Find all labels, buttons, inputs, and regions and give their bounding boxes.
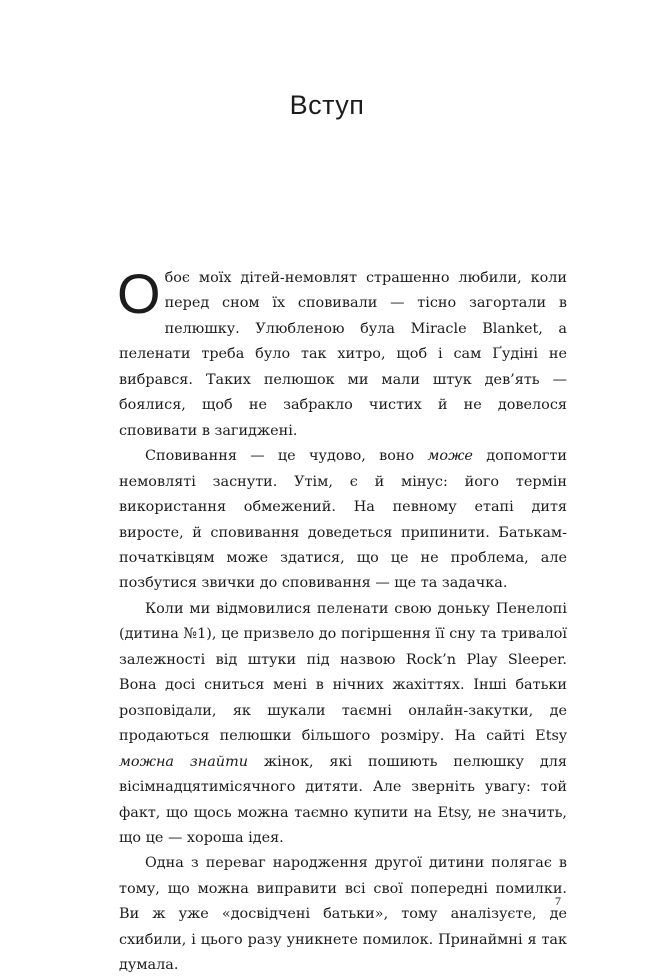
paragraph-3-before: Коли ми відмовилися пеленати свою доньку Пенелопі (дитина №1), це призвело до погіршення її сну та тривалої залежності від штуки під назвою Rock’n Play Sleeper. Вона досі сниться мені в нічних жахіттях. Інші батьки розповідали, як шукали таємні онлайн-закутки, де продаються пелюшки більшого розміру. На сайті Etsy (119, 600, 567, 745)
paragraph-1-text: боє моїх дітей-немовлят страшенно любили, коли перед сном їх сповивали — тісно загортали в пелюшку. Улюбленою була Miracle Blanket, а пеленати треба було так хитро, щоб і сам Ґудіні не вибрався. Таких пелюшок ми мали штук дев’ять — боялися, щоб не забракло чистих й не довелося сповивати в загиджені. (119, 270, 567, 439)
drop-cap: О (117, 262, 161, 325)
paragraph-4 (119, 851, 567, 978)
page-number: 7 (555, 894, 561, 908)
paragraph-1 (117, 262, 567, 444)
paragraph-3-after: жінок, які пошиють пелюшку для вісімнадцятимісячного дитяти. Але зверніть увагу: той факт, що щось можна таємно купити на Etsy, не значить, що це — хороша ідея. (119, 753, 567, 846)
paragraph-3 (119, 597, 567, 852)
paragraph-4-text: Одна з переваг народження другої дитини полягає в тому, що можна виправити всі свої попередні помилки. Ви ж уже «досвідчені батьки», тому аналізуєте, де схибили, і цього разу уникнете помилок. Принаймні я так думала. (119, 855, 567, 974)
paragraph-2-before: Сповивання — це чудово, воно (145, 448, 428, 465)
paragraph-2-emphasis: може (427, 448, 473, 465)
paragraph-3-emphasis: можна знайти (119, 753, 248, 770)
body-text (117, 262, 567, 979)
chapter-title: Вступ (289, 90, 365, 120)
paragraph-2 (119, 444, 567, 597)
paragraph-2-after: допомогти немовляті заснути. Утім, є й мінус: його термін використання обмежений. На певному етапі дитя виросте, й сповивання доведеться припинити. Батькам-початківцям може здатися, що це не проблема, але позбутися звички до сповивання — ще та задачка. (119, 448, 567, 592)
